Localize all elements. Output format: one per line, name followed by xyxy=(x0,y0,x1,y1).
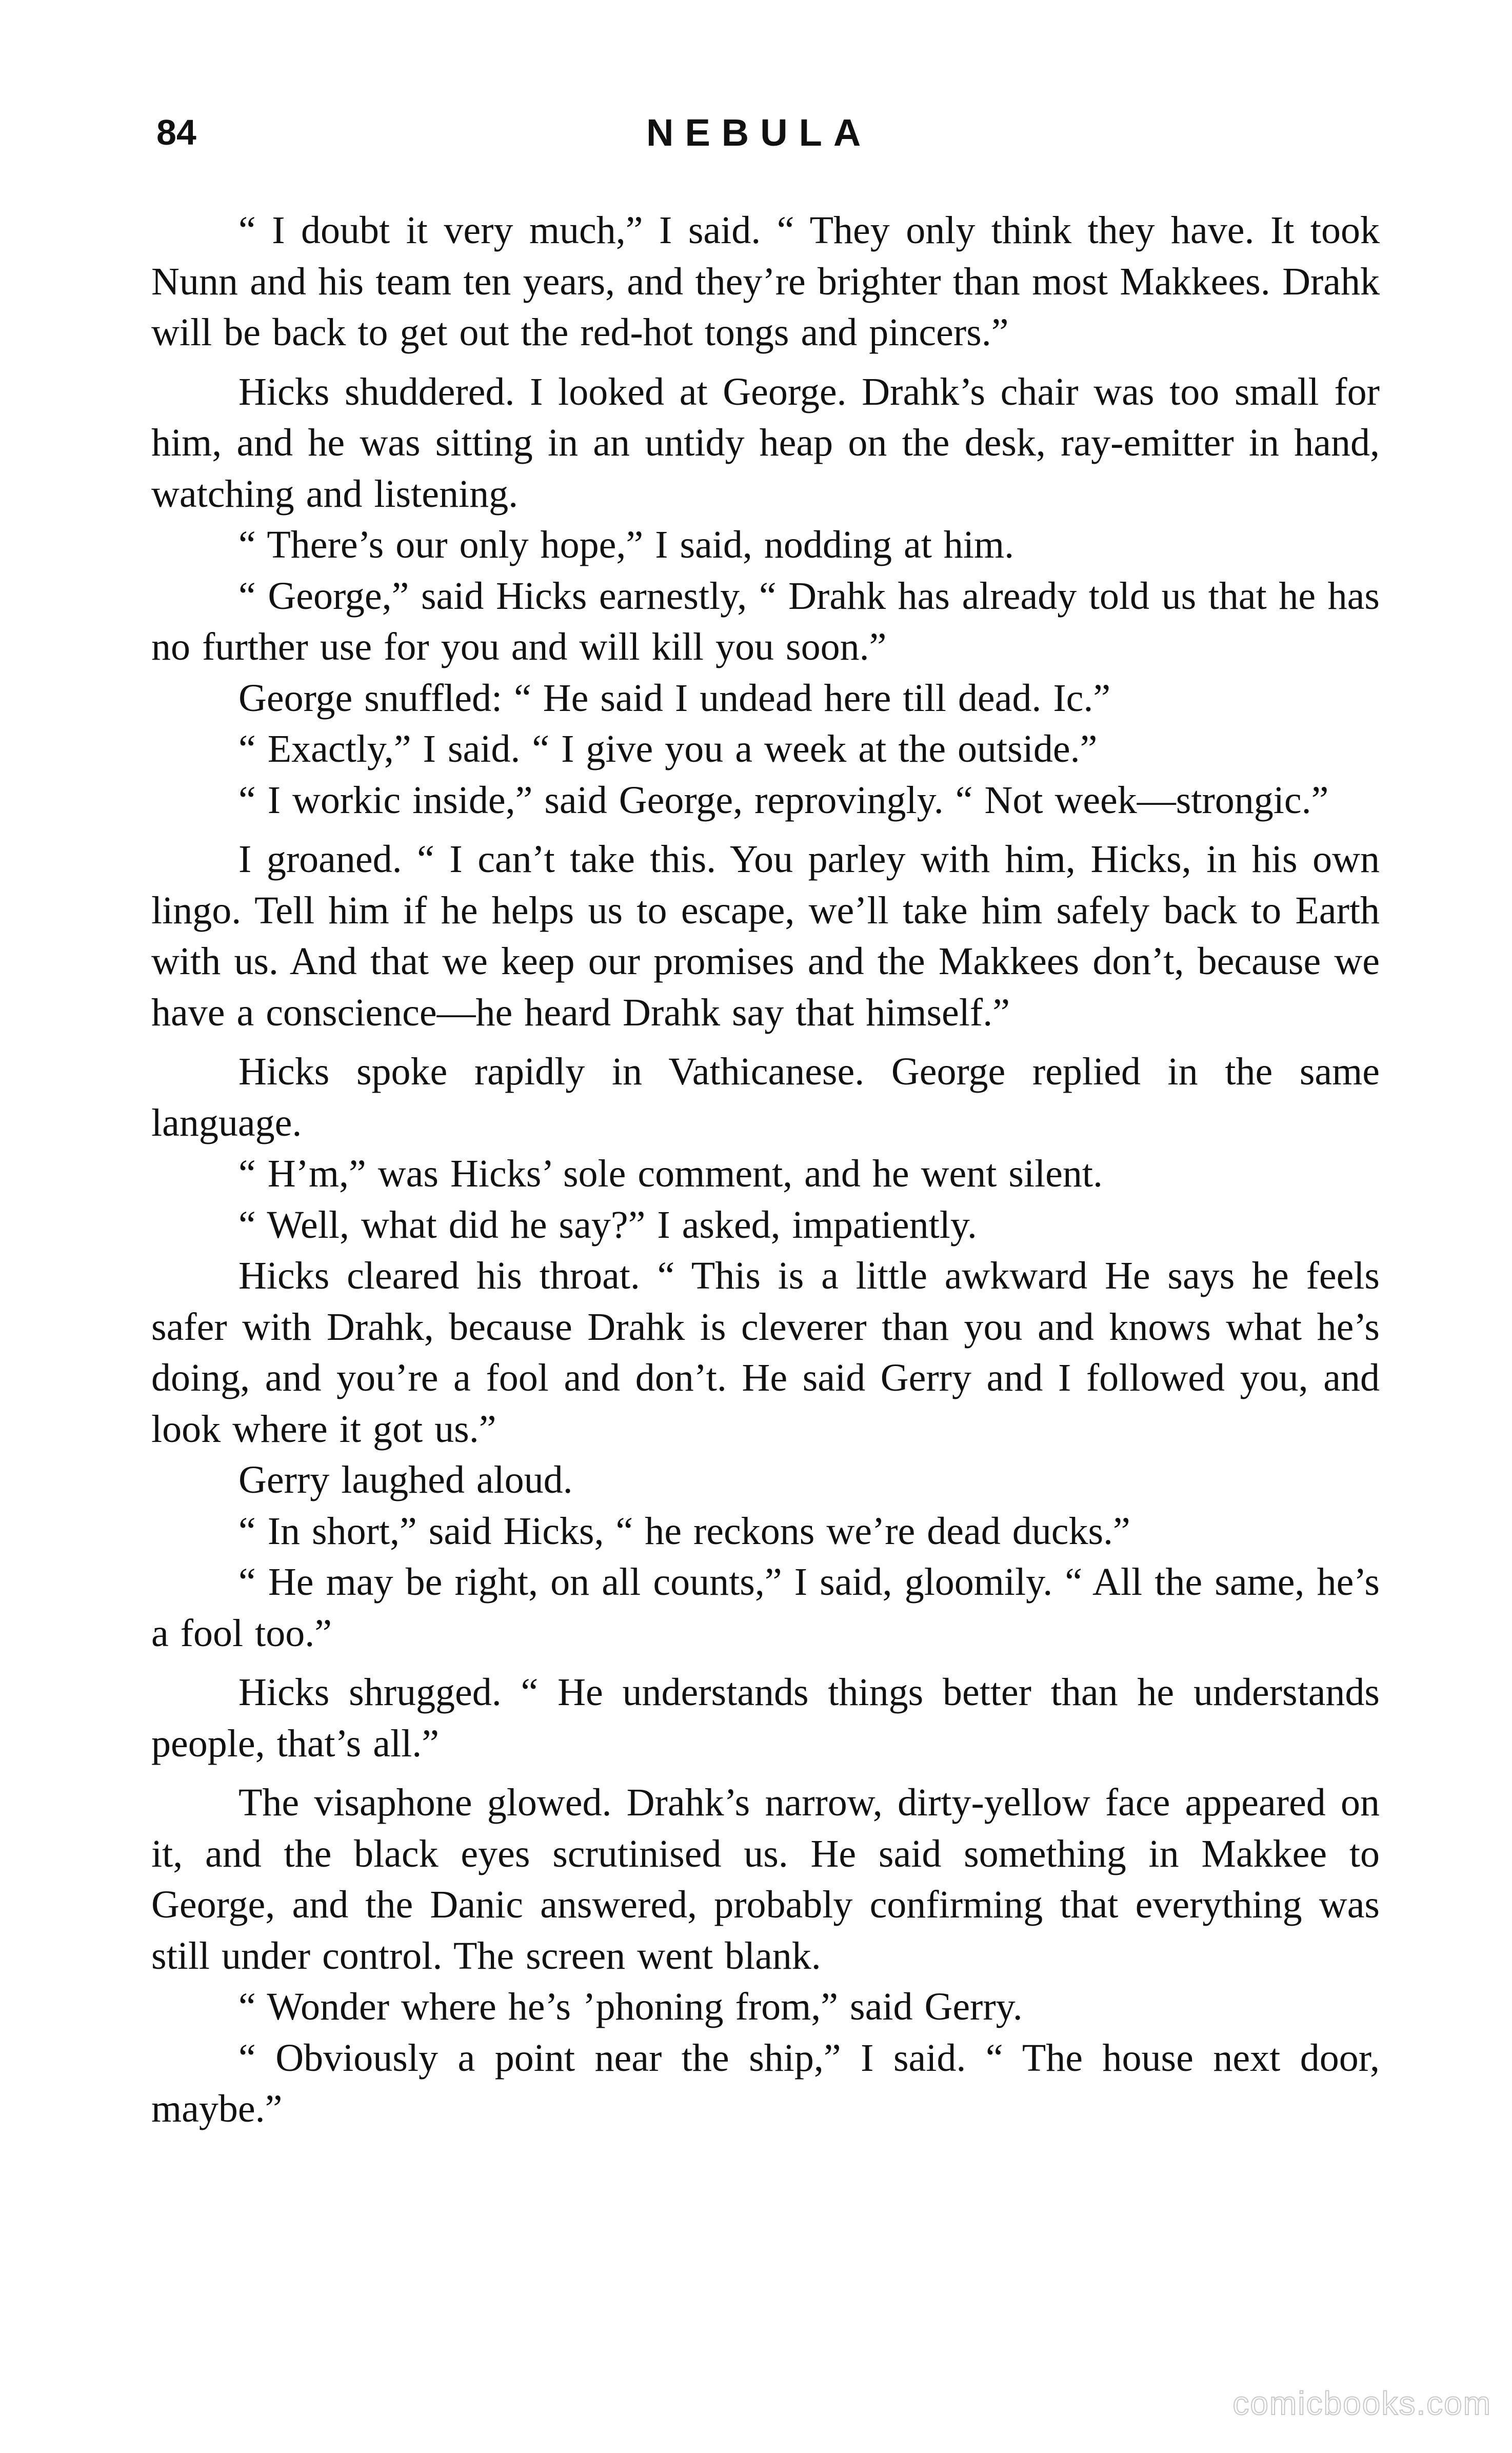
paragraph: The visaphone glowed. Drahk’s narrow, dirty-yellow face appeared on it, and the black eyes scrutinised us. He said something in Makkee to George, and the Danic answered, probably confirming that everything was still under control. The screen went blank. xyxy=(151,1781,1380,1977)
paragraph: Gerry laughed aloud. xyxy=(238,1458,573,1501)
body-text xyxy=(151,205,1380,2135)
paragraph: “ Wonder where he’s ’phoning from,” said Gerry. xyxy=(238,1985,1023,2028)
paragraph: “ Obviously a point near the ship,” I said. “ The house next door, maybe.” xyxy=(151,2036,1380,2130)
paragraph: “ George,” said Hicks earnestly, “ Drahk has already told us that he has no further use for you and will kill you soon.” xyxy=(151,574,1380,668)
page-number: 84 xyxy=(156,112,196,152)
paragraph: Hicks shrugged. “ He understands things better than he understands people, that’s all.” xyxy=(151,1671,1380,1765)
paragraph: “ There’s our only hope,” I said, nodding at him. xyxy=(238,523,1014,566)
paragraph: I groaned. “ I can’t take this. You parley with him, Hicks, in his own lingo. Tell him if he helps us to escape, we’ll take him safely back to Earth with us. And that we keep our promises and the Makkees don’t, because we have a conscience—he heard Drahk say that himself.” xyxy=(151,838,1380,1034)
paragraph: Hicks spoke rapidly in Vathicanese. George replied in the same language. xyxy=(151,1050,1380,1144)
running-title: NEBULA xyxy=(646,111,872,154)
paragraph: “ He may be right, on all counts,” I said, gloomily. “ All the same, he’s a fool too.” xyxy=(151,1560,1380,1655)
paragraph: “ Exactly,” I said. “ I give you a week at the outside.” xyxy=(238,727,1098,770)
paragraph: George snuffled: “ He said I undead here till dead. Ic.” xyxy=(238,676,1111,720)
watermark: comicbooks.com xyxy=(1232,2385,1491,2422)
paragraph: “ Well, what did he say?” I asked, impatiently. xyxy=(238,1203,977,1247)
paragraph: “ In short,” said Hicks, “ he reckons we’re dead ducks.” xyxy=(238,1509,1130,1553)
paragraph: “ H’m,” was Hicks’ sole comment, and he went silent. xyxy=(238,1152,1103,1195)
paragraph: Hicks shuddered. I looked at George. Drahk’s chair was too small for him, and he was sitting in an untidy heap on the desk, ray-emitter in hand, watching and listening. xyxy=(151,370,1380,516)
paragraph: Hicks cleared his throat. “ This is a little awkward He says he feels safer with Drahk, because Drahk is cleverer than you and knows what he’s doing, and you’re a fool and don’t. He said Gerry and I followed you, and look where it got us.” xyxy=(151,1254,1380,1451)
paragraph: “ I doubt it very much,” I said. “ They only think they have. It took Nunn and his team ten years, and they’re brighter than most Makkees. Drahk will be back to get out the red-hot tongs and pincers.” xyxy=(151,209,1380,354)
paragraph: “ I workic inside,” said George, reprovingly. “ Not week—strongic.” xyxy=(238,778,1329,822)
